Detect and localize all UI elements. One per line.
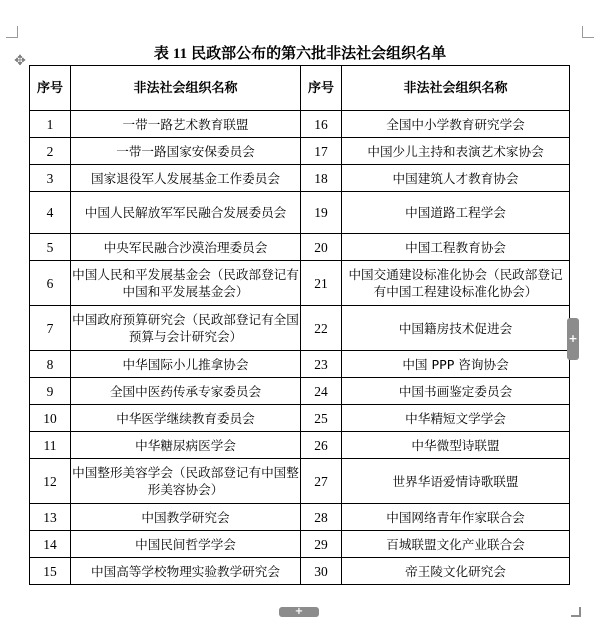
row-number-left: 10 [30,405,71,432]
org-name-left: 中国教学研究会 [71,504,301,531]
row-number-right: 20 [301,234,342,261]
org-name-left: 中国整形美容学会（民政部登记有中国整形美容协会） [71,459,301,504]
org-name-right: 百城联盟文化产业联合会 [342,531,570,558]
add-column-handle[interactable]: + [567,318,579,360]
table-row [30,138,570,165]
table-move-handle-icon[interactable]: ✥ [14,53,26,69]
org-name-left: 中国人民和平发展基金会（民政部登记有中国和平发展基金会） [71,261,301,306]
row-number-left: 6 [30,261,71,306]
org-name-right: 中国建筑人才教育协会 [342,165,570,192]
table-row [30,459,570,504]
page-corner-mark-right [582,26,594,38]
add-row-handle[interactable]: + [279,607,319,617]
org-name-left: 中华糖尿病医学会 [71,432,301,459]
header-name-left: 非法社会组织名称 [71,66,301,111]
table-row [30,378,570,405]
org-name-left: 中国高等学校物理实验教学研究会 [71,558,301,585]
org-name-left: 中国人民解放军军民融合发展委员会 [71,192,301,234]
org-name-left: 中央军民融合沙漠治理委员会 [71,234,301,261]
row-number-left: 14 [30,531,71,558]
org-name-right: 中国书画鉴定委员会 [342,378,570,405]
row-number-right: 30 [301,558,342,585]
row-number-right: 22 [301,306,342,351]
table-row [30,504,570,531]
caption-text: 民政部公布的第六批非法社会组织名单 [191,44,447,62]
row-number-left: 5 [30,234,71,261]
table-row [30,306,570,351]
row-number-right: 18 [301,165,342,192]
row-number-left: 2 [30,138,71,165]
header-name-right: 非法社会组织名称 [342,66,570,111]
row-number-right: 27 [301,459,342,504]
row-number-right: 24 [301,378,342,405]
row-number-right: 21 [301,261,342,306]
table-row [30,261,570,306]
org-name-right: 中华精短文学学会 [342,405,570,432]
header-seq-right: 序号 [301,66,342,111]
org-name-right: 中国工程教育协会 [342,234,570,261]
row-number-right: 28 [301,504,342,531]
row-number-left: 15 [30,558,71,585]
table-row [30,405,570,432]
org-name-left: 中国民间哲学学会 [71,531,301,558]
table-resize-handle[interactable] [571,607,581,617]
illegal-org-table [29,65,570,585]
row-number-left: 3 [30,165,71,192]
org-name-left: 国家退役军人发展基金工作委员会 [71,165,301,192]
row-number-right: 16 [301,111,342,138]
table-row [30,111,570,138]
row-number-left: 1 [30,111,71,138]
row-number-left: 12 [30,459,71,504]
row-number-left: 13 [30,504,71,531]
row-number-right: 23 [301,351,342,378]
table-row [30,351,570,378]
org-name-right: 中国道路工程学会 [342,192,570,234]
org-name-left: 一带一路国家安保委员会 [71,138,301,165]
row-number-right: 29 [301,531,342,558]
table-row [30,432,570,459]
row-number-right: 26 [301,432,342,459]
org-name-left: 中华医学继续教育委员会 [71,405,301,432]
org-name-left: 中华国际小儿推拿协会 [71,351,301,378]
table-header-row [30,66,570,111]
row-number-right: 19 [301,192,342,234]
org-name-left: 中国政府预算研究会（民政部登记有全国预算与会计研究会） [71,306,301,351]
org-name-right: 中国少儿主持和表演艺术家协会 [342,138,570,165]
caption-number: 11 [172,46,188,62]
org-name-right: 中华微型诗联盟 [342,432,570,459]
caption-prefix: 表 [153,44,169,62]
table-row [30,531,570,558]
org-name-right: 中国交通建设标准化协会（民政部登记有中国工程建设标准化协会） [342,261,570,306]
header-seq-left: 序号 [30,66,71,111]
org-name-right: 中国 PPP 咨询协会 [342,351,570,378]
org-name-right: 全国中小学教育研究学会 [342,111,570,138]
row-number-left: 11 [30,432,71,459]
row-number-right: 25 [301,405,342,432]
table-row [30,234,570,261]
org-name-right: 中国籍房技术促进会 [342,306,570,351]
table-caption [0,42,600,64]
org-name-left: 一带一路艺术教育联盟 [71,111,301,138]
table-row [30,165,570,192]
row-number-right: 17 [301,138,342,165]
table-row [30,192,570,234]
row-number-left: 7 [30,306,71,351]
row-number-left: 9 [30,378,71,405]
org-name-right: 中国网络青年作家联合会 [342,504,570,531]
org-name-left: 全国中医药传承专家委员会 [71,378,301,405]
row-number-left: 4 [30,192,71,234]
org-name-right: 帝王陵文化研究会 [342,558,570,585]
org-name-right: 世界华语爱情诗歌联盟 [342,459,570,504]
table-row [30,558,570,585]
row-number-left: 8 [30,351,71,378]
page-corner-mark-left [6,26,18,38]
